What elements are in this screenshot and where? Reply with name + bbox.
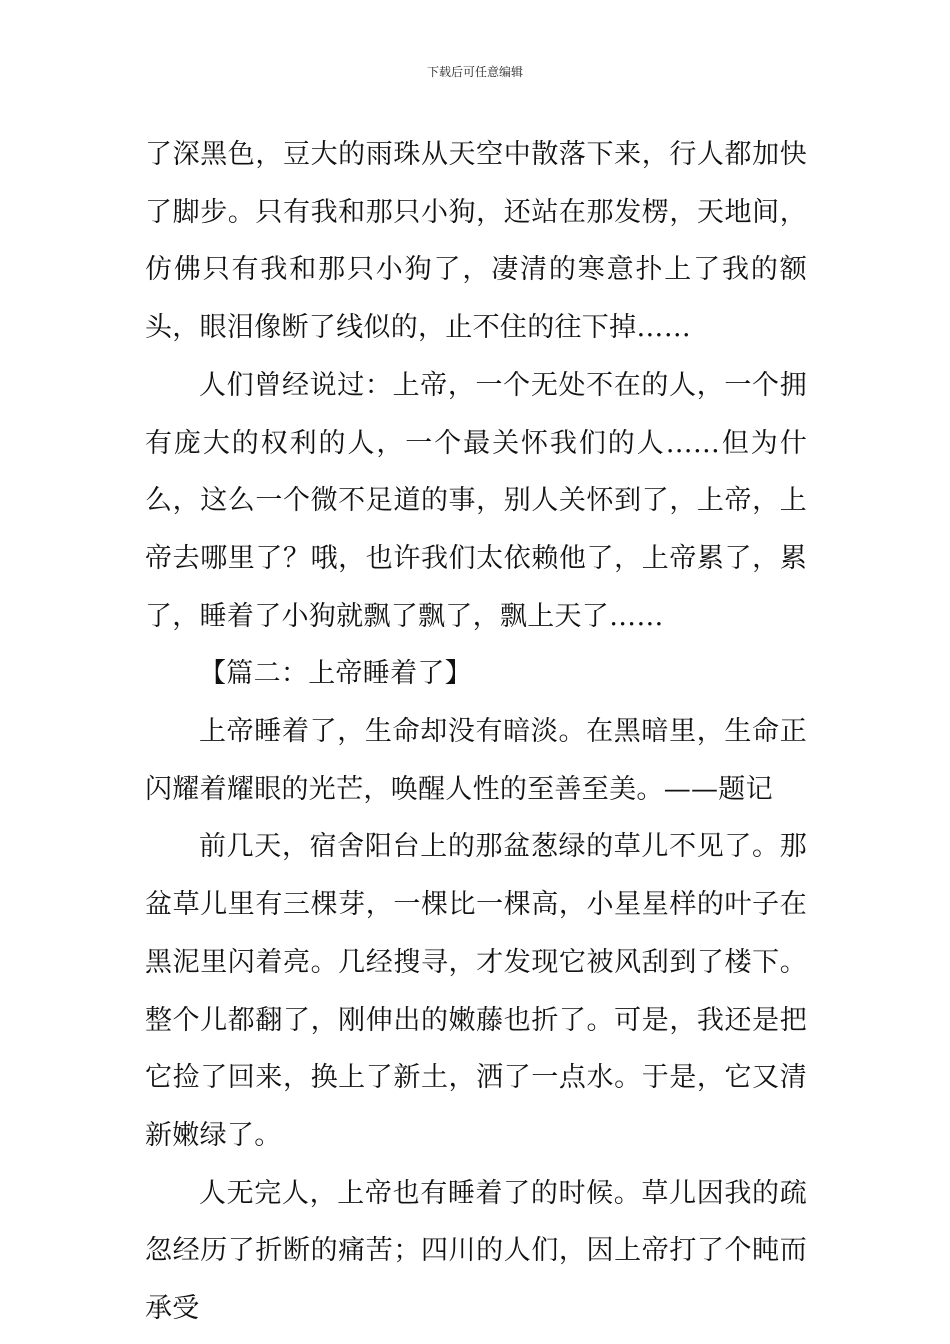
paragraph-reflection: 人无完人，上帝也有睡着了的时候。草儿因我的疏忽经历了折断的痛苦；四川的人们，因上帝打了个盹而承受 xyxy=(145,1177,807,1325)
section-heading: 【篇二：上帝睡着了】 xyxy=(199,658,472,690)
paragraph-grass-story: 前几天，宿舍阳台上的那盆葱绿的草儿不见了。那盆草儿里有三棵芽，一棵比一棵高，小星星样的叶子在黑泥里闪着亮。几经搜寻，才发现它被风刮到了楼下。整个儿都翻了，刚伸出的嫩藤也折了。可是，我还是把它捡了回来，换上了新土，洒了一点水。于是，它又清新嫩绿了。 xyxy=(145,831,807,1151)
paragraph-god-question: 人们曾经说过：上帝，一个无处不在的人，一个拥有庞大的权利的人，一个最关怀我们的人……但为什么，这么一个微不足道的事，别人关怀到了，上帝，上帝去哪里了？哦，也许我们太依赖他了，上帝累了，累了，睡着了小狗就飘了飘了，飘上天了…… xyxy=(145,369,807,632)
page-header-note: 下载后可任意编辑 xyxy=(426,65,523,79)
paragraph-epigraph: 上帝睡着了，生命却没有暗淡。在黑暗里，生命正闪耀着耀眼的光芒，唤醒人性的至善至美。——题记 xyxy=(145,716,807,805)
document-body xyxy=(145,126,807,1338)
paragraph-rain-scene: 了深黑色，豆大的雨珠从天空中散落下来，行人都加快了脚步。只有我和那只小狗，还站在那发楞，天地间，仿佛只有我和那只小狗了，凄清的寒意扑上了我的额头，眼泪像断了线似的，止不住的往下掉…… xyxy=(145,139,807,344)
